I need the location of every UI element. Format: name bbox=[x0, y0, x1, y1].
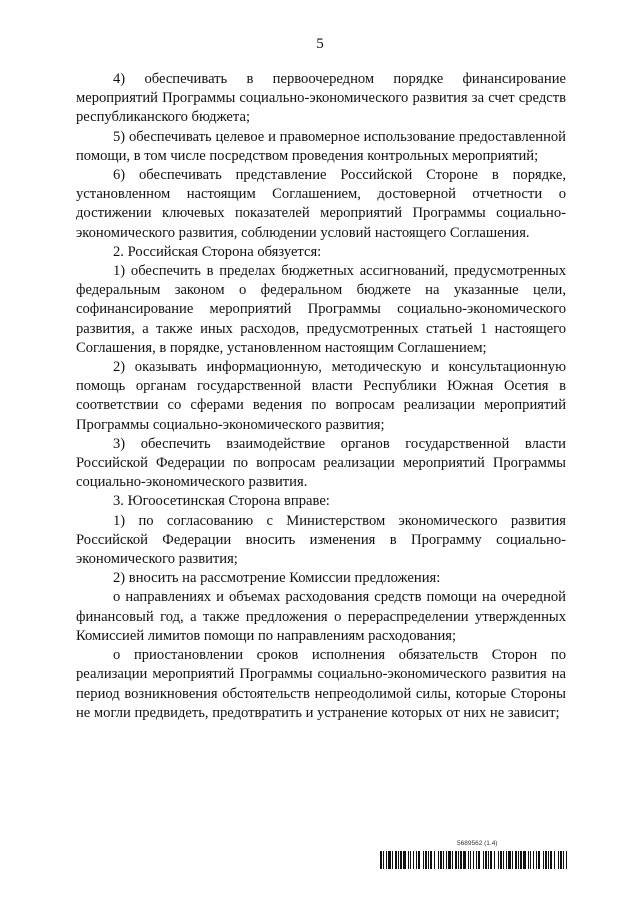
barcode-bar bbox=[386, 851, 387, 869]
barcode-bar bbox=[508, 851, 511, 869]
barcode-bar bbox=[538, 851, 540, 869]
barcode-bar bbox=[458, 851, 459, 869]
paragraph: 5) обеспечивать целевое и правомерное использование предоставленной помощи, в том числе посредством проведения контрольных мероприятий; bbox=[76, 128, 566, 164]
barcode-bar bbox=[550, 851, 552, 869]
barcode-bar bbox=[443, 851, 444, 869]
barcode-bar bbox=[563, 851, 564, 869]
barcode-bar bbox=[528, 851, 529, 869]
barcode-bar bbox=[500, 851, 502, 869]
paragraph: 4) обеспечивать в первоочередном порядке финансирование мероприятий Программы социально-экономического развития за счет средств республиканского бюджета; bbox=[76, 71, 566, 126]
barcode-bar bbox=[460, 851, 462, 869]
paragraph: 3. Югоосетинская Сторона вправе: bbox=[113, 493, 330, 510]
barcode-bar bbox=[490, 851, 492, 869]
paragraph: 1) обеспечить в пределах бюджетных ассигнований, предусмотренных федеральным законом о федеральном бюджете на указанные цели, софинансирование мероприятий Программы социально-экономического развития, а также иных расходов, предусмотренных статьей 1 настоящего Соглашения, в порядке, установленном настоящим Соглашением; bbox=[76, 263, 566, 356]
paragraph: 6) обеспечивать представление Российской Стороне в порядке, установленном настоящим Соглашением, достоверной отчетности о достижении ключевых показателей мероприятий Программы социально-экономического развития, соблюдении условий настоящего Соглашения. bbox=[76, 167, 566, 241]
barcode-bar bbox=[428, 851, 429, 869]
barcode-bar bbox=[413, 851, 414, 869]
barcode-bar bbox=[395, 851, 397, 869]
barcode-bar bbox=[473, 851, 474, 869]
paragraph: 1) по согласованию с Министерством экономического развития Российской Федерации вносить изменения в Программу социально-экономического развития; bbox=[76, 512, 566, 568]
barcode-bar bbox=[518, 851, 519, 869]
barcode-bar bbox=[440, 851, 442, 869]
barcode-bar bbox=[383, 851, 384, 869]
barcode-bar bbox=[483, 851, 484, 869]
paragraph: 3) обеспечить взаимодействие органов государственной власти Российской Федерации по вопросам реализации мероприятий Программы социально-экономического развития. bbox=[76, 435, 566, 491]
barcode-bar bbox=[485, 851, 487, 869]
barcode-bar bbox=[488, 851, 489, 869]
barcode-bar bbox=[452, 851, 453, 869]
barcode-bar bbox=[536, 851, 537, 869]
barcode-bar bbox=[498, 851, 499, 869]
barcode-bar bbox=[523, 851, 526, 869]
barcode-bar bbox=[512, 851, 513, 869]
barcode-bar bbox=[380, 851, 382, 869]
barcode-bar bbox=[566, 851, 567, 869]
barcode-bar bbox=[430, 851, 432, 869]
paragraph: 2) вносить на рассмотрение Комиссии предложения: bbox=[113, 570, 441, 587]
barcode-bar bbox=[554, 851, 555, 869]
barcode-bar bbox=[503, 851, 504, 869]
paragraph: 2) оказывать информационную, методическую и консультационную помощь органам государственной власти Республики Южная Осетия в соответствии со сферами ведения по вопросам реализации мероприятий Программы социально-экономического развития; bbox=[76, 359, 566, 433]
document-body bbox=[76, 70, 566, 723]
barcode-bar bbox=[478, 851, 480, 869]
barcode-bar bbox=[403, 851, 406, 869]
barcode-bar bbox=[400, 851, 402, 869]
barcode-bar bbox=[533, 851, 534, 869]
barcode-bar bbox=[410, 851, 411, 869]
barcode-bar bbox=[434, 851, 435, 869]
barcode-bar bbox=[558, 851, 559, 869]
paragraph: о направлениях и объемах расходования средств помощи на очередной финансовый год, а также предложения о перераспределении утвержденных Комиссией лимитов помощи по направлениям расходования; bbox=[76, 589, 566, 644]
barcode-bar bbox=[448, 851, 451, 869]
barcode-bar bbox=[506, 851, 507, 869]
barcode-bar bbox=[463, 851, 466, 869]
barcode-bar bbox=[398, 851, 399, 869]
document-code: 5689562 (1.4) bbox=[457, 840, 498, 847]
barcode-bar bbox=[468, 851, 469, 869]
barcode-bar bbox=[548, 851, 549, 869]
barcode-bar bbox=[515, 851, 517, 869]
paragraph: 2. Российская Сторона обязуется: bbox=[113, 243, 322, 260]
barcode-bar bbox=[545, 851, 547, 869]
barcode-bar bbox=[470, 851, 471, 869]
barcode-bar bbox=[560, 851, 562, 869]
page-number: 5 bbox=[316, 36, 324, 52]
barcode-bar bbox=[494, 851, 495, 869]
barcode-bar bbox=[418, 851, 420, 869]
barcode-bar bbox=[476, 851, 477, 869]
barcode-bar bbox=[408, 851, 409, 869]
barcode bbox=[380, 851, 568, 869]
barcode-bar bbox=[455, 851, 457, 869]
barcode-bar bbox=[520, 851, 522, 869]
barcode-bar bbox=[543, 851, 544, 869]
barcode-bar bbox=[438, 851, 439, 869]
barcode-bar bbox=[392, 851, 393, 869]
barcode-bar bbox=[416, 851, 417, 869]
paragraph: о приостановлении сроков исполнения обязательств Сторон по реализации мероприятий Программы социально-экономического развития на период возникновения обстоятельств непреодолимой силы, которые Стороны не могли предвидеть, предотвратить и устранение которых от них не зависит; bbox=[76, 647, 566, 721]
barcode-bar bbox=[423, 851, 424, 869]
barcode-bar bbox=[388, 851, 391, 869]
barcode-bar bbox=[425, 851, 427, 869]
barcode-bar bbox=[530, 851, 531, 869]
barcode-bar bbox=[446, 851, 447, 869]
